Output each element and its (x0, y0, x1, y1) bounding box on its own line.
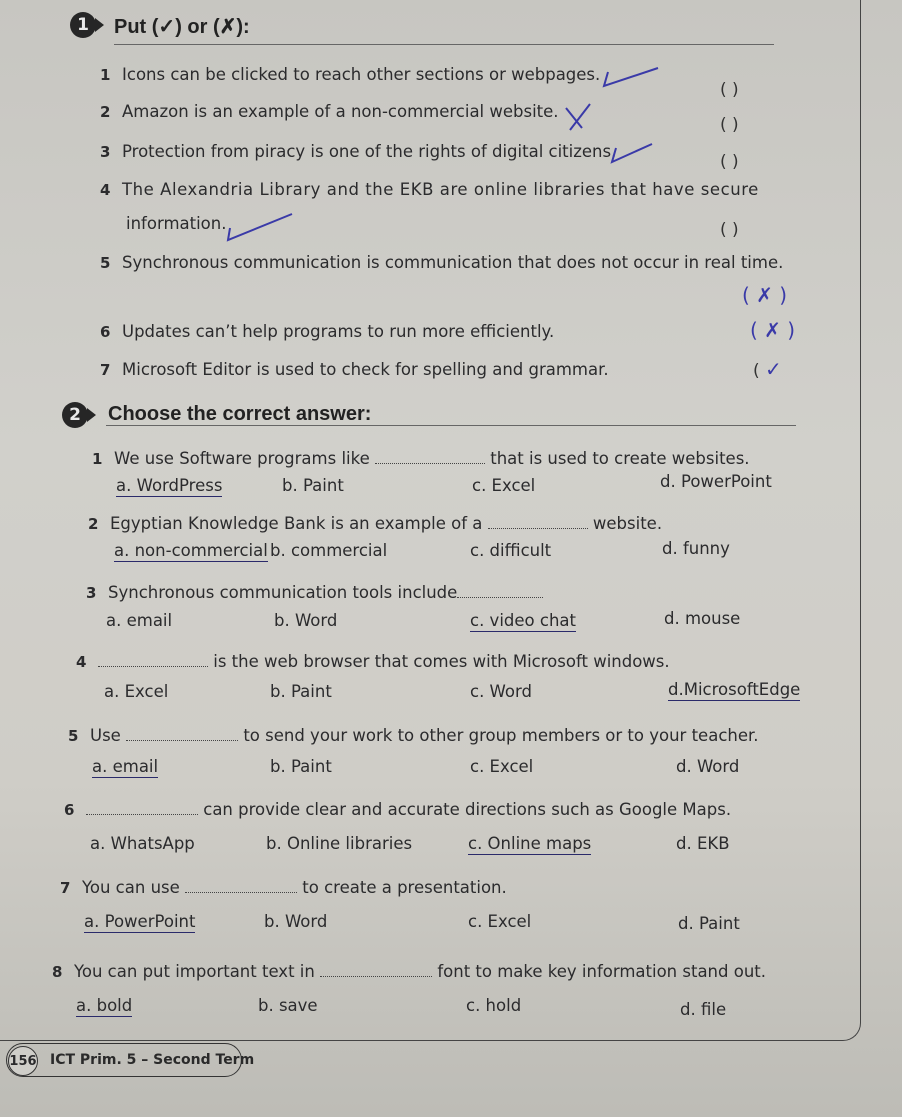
mcq-question-5: 5 Use to send your work to other group members or to your teacher. (68, 726, 759, 745)
mcq-6-option-a[interactable]: a. WhatsApp (90, 834, 195, 853)
mcq-2-option-a[interactable]: a. non-commercial (114, 541, 268, 560)
section-1-number: 1 (70, 12, 96, 38)
mcq-2-option-c[interactable]: c. difficult (470, 541, 552, 560)
check-mark-4-icon (222, 208, 302, 244)
mcq-1-option-d[interactable]: d. PowerPoint (660, 472, 772, 491)
tf-answer-box-1[interactable]: ( ) (720, 80, 739, 100)
mcq-7-option-d[interactable]: d. Paint (678, 914, 740, 933)
mcq-6-option-b[interactable]: b. Online libraries (266, 834, 413, 853)
tf-question-6: 6 Updates can’t help programs to run more efficiently. (100, 322, 555, 341)
mcq-question-7: 7 You can use to create a presentation. (60, 878, 507, 897)
tf-question-7: 7 Microsoft Editor is used to check for spelling and grammar. (100, 360, 609, 379)
mcq-question-1: 1 We use Software programs like that is used to create websites. (92, 449, 750, 468)
mcq-8-option-d[interactable]: d. file (680, 1000, 727, 1019)
mcq-2-option-b[interactable]: b. commercial (270, 541, 388, 560)
mcq-question-6: 6 can provide clear and accurate directions such as Google Maps. (64, 800, 732, 819)
tf-question-4: 4 The Alexandria Library and the EKB are online libraries that have secure (100, 180, 759, 199)
tf-answer-box-5[interactable] (742, 283, 787, 307)
tf-question-5: 5 Synchronous communication is communication that does not occur in real time. (100, 253, 784, 272)
check-mark-7: ✓ (765, 357, 782, 381)
section-1-title: Put (✓) or (✗): (114, 16, 250, 38)
mcq-5-option-a[interactable]: a. email (92, 757, 159, 776)
tf-answer-box-6[interactable] (750, 318, 795, 342)
mcq-5-option-d[interactable]: d. Word (676, 757, 740, 776)
tf-question-1: 1 Icons can be clicked to reach other sections or webpages. (100, 65, 601, 84)
mcq-5-option-c[interactable]: c. Excel (470, 757, 534, 776)
tf-question-4-continued: information. (126, 214, 227, 233)
cross-mark-6: ( ✗ ) (750, 318, 796, 342)
mcq-4-option-b[interactable]: b. Paint (270, 682, 332, 701)
section-2-title: Choose the correct answer: (108, 403, 372, 425)
footer-text: ICT Prim. 5 – Second Term (50, 1052, 255, 1068)
mcq-3-option-c[interactable]: c. video chat (470, 611, 576, 630)
mcq-4-option-d[interactable]: d.MicrosoftEdge (668, 680, 801, 699)
mcq-4-option-c[interactable]: c. Word (470, 682, 532, 701)
mcq-7-option-b[interactable]: b. Word (264, 912, 328, 931)
tf-answer-box-3[interactable]: ( ) (720, 152, 739, 172)
tf-question-3: 3 Protection from piracy is one of the rights of digital citizens. (100, 142, 617, 161)
mcq-7-option-a[interactable]: a. PowerPoint (84, 912, 196, 931)
tf-question-2: 2 Amazon is an example of a non-commercial website. (100, 102, 559, 121)
tf-answer-box-4[interactable]: ( ) (720, 220, 739, 240)
page-number: 156 (8, 1046, 38, 1076)
mcq-5-option-b[interactable]: b. Paint (270, 757, 332, 776)
mcq-2-option-d[interactable]: d. funny (662, 539, 730, 558)
mcq-4-option-a[interactable]: a. Excel (104, 682, 169, 701)
section-2-number: 2 (62, 402, 88, 428)
section-2-rule (106, 425, 796, 426)
mcq-8-option-c[interactable]: c. hold (466, 996, 522, 1015)
check-mark-1-icon (600, 62, 670, 92)
mcq-question-3: 3 Synchronous communication tools include (86, 583, 543, 602)
mcq-1-option-c[interactable]: c. Excel (472, 476, 536, 495)
cross-mark-2-icon (560, 100, 600, 132)
tf-answer-box-7[interactable]: ( ✓ (753, 357, 782, 381)
check-mark-3-icon (608, 140, 658, 166)
mcq-3-option-b[interactable]: b. Word (274, 611, 338, 630)
mcq-7-option-c[interactable]: c. Excel (468, 912, 532, 931)
section-1-rule (114, 44, 774, 45)
mcq-question-2: 2 Egyptian Knowledge Bank is an example of a website. (88, 514, 663, 533)
mcq-question-8: 8 You can put important text in font to make key information stand out. (52, 962, 766, 981)
mcq-3-option-a[interactable]: a. email (106, 611, 173, 630)
mcq-8-option-a[interactable]: a. bold (76, 996, 133, 1015)
mcq-3-option-d[interactable]: d. mouse (664, 609, 741, 628)
mcq-1-option-b[interactable]: b. Paint (282, 476, 344, 495)
mcq-6-option-d[interactable]: d. EKB (676, 834, 730, 853)
mcq-6-option-c[interactable]: c. Online maps (468, 834, 592, 853)
mcq-1-option-a[interactable]: a. WordPress (116, 476, 223, 495)
mcq-8-option-b[interactable]: b. save (258, 996, 318, 1015)
cross-mark-5: ( ✗ ) (742, 283, 788, 307)
tf-answer-box-2[interactable]: ( ) (720, 115, 739, 135)
mcq-question-4: 4 is the web browser that comes with Microsoft windows. (76, 652, 670, 671)
